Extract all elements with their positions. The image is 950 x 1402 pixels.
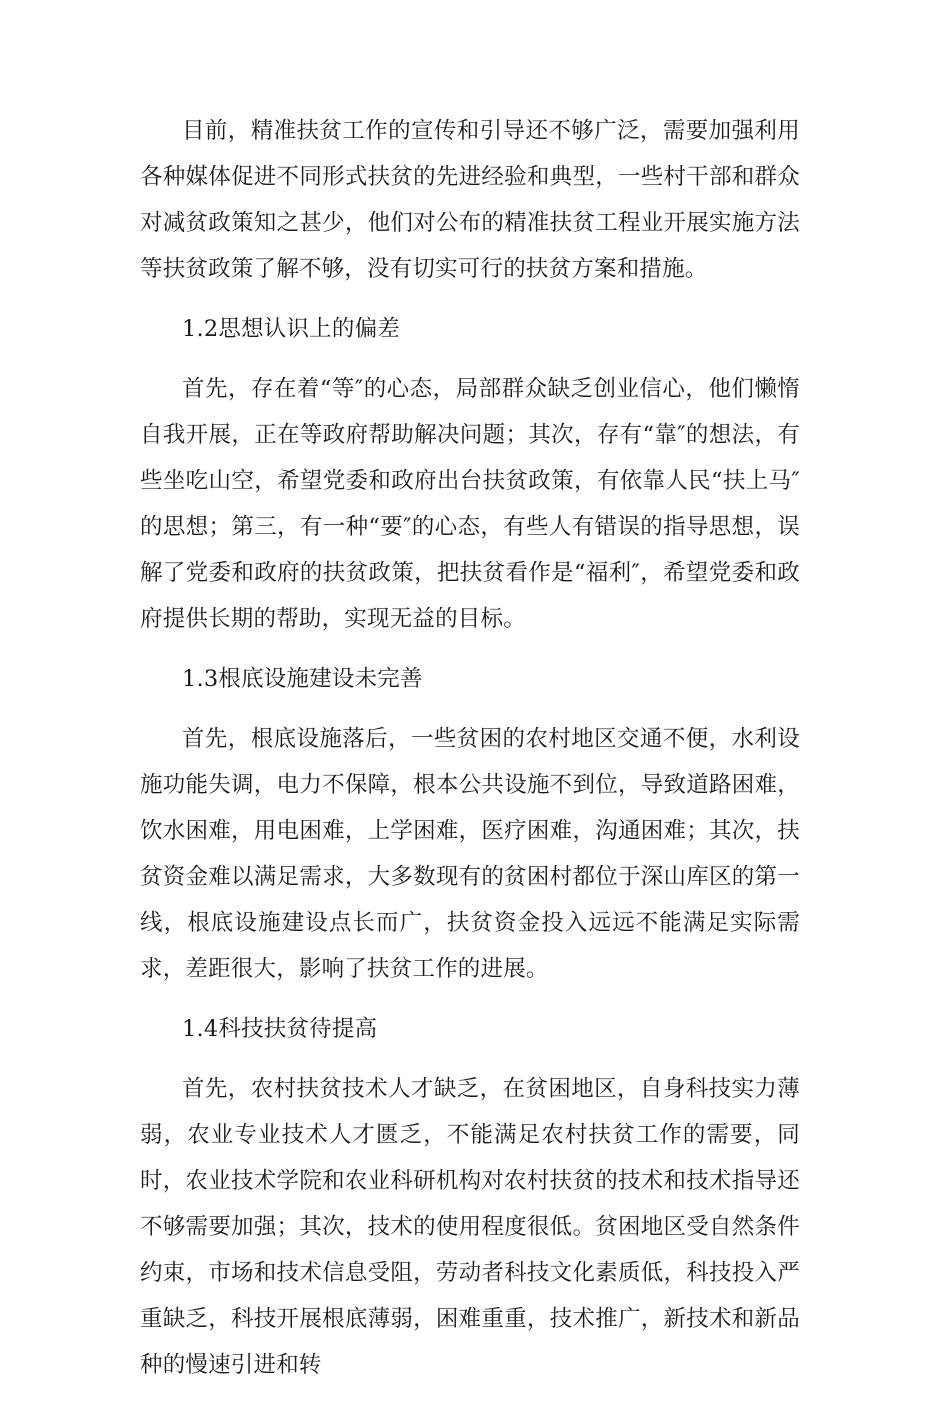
paragraph-mindset: 首先，存在着“等″的心态，局部群众缺乏创业信心，他们懒惰自我开展，正在等政府帮助解决问题；其次，存有“靠″的想法，有些坐吃山空，希望党委和政府出台扶贫政策，有依靠人民“扶上马″的思想；第三，有一种“要″的心态，有些人有错误的指导思想，误解了党委和政府的扶贫政策，把扶贫看作是“福利″，希望党委和政府提供长期的帮助，实现无益的目标。 bbox=[140, 376, 800, 632]
section-heading-1-4: 1.4科技扶贫待提高 bbox=[182, 1016, 378, 1042]
section-heading-1-3: 1.3根底设施建设未完善 bbox=[182, 666, 423, 692]
paragraph-publicity: 目前，精准扶贫工作的宣传和引导还不够广泛，需要加强利用各种媒体促进不同形式扶贫的先进经验和典型，一些村干部和群众对减贫政策知之甚少，他们对公布的精准扶贫工程业开展实施方法等扶贫政策了解不够，没有切实可行的扶贫方案和措施。 bbox=[140, 118, 800, 282]
section-heading-1-2: 1.2思想认识上的偏差 bbox=[182, 316, 400, 342]
paragraph-infrastructure: 首先，根底设施落后，一些贫困的农村地区交通不便，水利设施功能失调，电力不保障，根本公共设施不到位，导致道路困难，饮水困难，用电困难，上学困难，医疗困难，沟通困难；其次，扶贫资金难以满足需求，大多数现有的贫困村都位于深山库区的第一线，根底设施建设点长而广，扶贫资金投入远远不能满足实际需求，差距很大，影响了扶贫工作的进展。 bbox=[140, 726, 800, 982]
document-body bbox=[140, 108, 800, 1402]
paragraph-technology: 首先，农村扶贫技术人才缺乏，在贫困地区，自身科技实力薄弱，农业专业技术人才匮乏，不能满足农村扶贫工作的需要，同时，农业技术学院和农业科研机构对农村扶贫的技术和技术指导还不够需要加强；其次，技术的使用程度很低。贫困地区受自然条件约束，市场和技术信息受阻，劳动者科技文化素质低，科技投入严重缺乏，科技开展根底薄弱，困难重重，技术推广，新技术和新品种的慢速引进和转 bbox=[140, 1076, 800, 1378]
